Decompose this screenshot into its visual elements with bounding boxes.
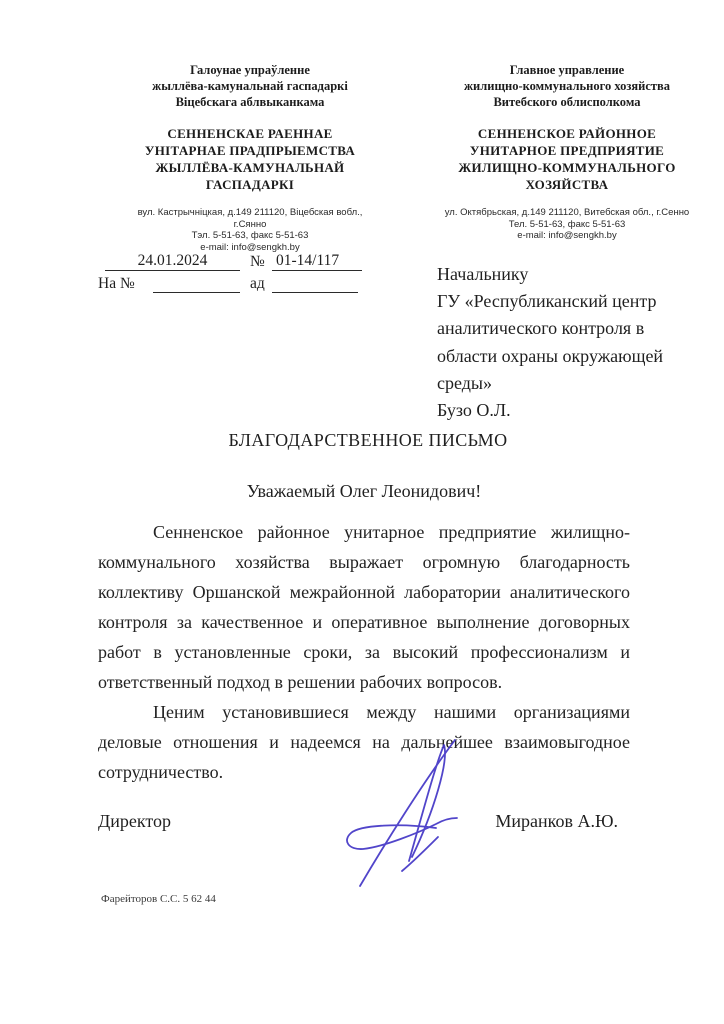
recipient-line: Бузо О.Л. [437,400,511,421]
org-name-line: УНИТАРНОЕ ПРЕДПРИЯТИЕ [469,143,665,158]
reply-date-blank [272,292,358,293]
reply-number-blank [153,292,240,293]
org-name-line: СЕННЕНСКОЕ РАЙОННОЕ [477,126,657,141]
address-russian [418,207,716,242]
recipient-block [437,261,677,424]
address-line: Тэл. 5-51-63, факс 5-51-63 [191,230,309,241]
letter-number: 01-14/117 [272,252,362,271]
body-paragraph: Ценим установившиеся между нашими организациями деловые отношения и надеемся на дальнейшее взаимовыгодное сотрудничество. [98,702,630,782]
signer-position: Директор [98,811,172,831]
letterhead-russian [418,62,716,242]
parent-org-belarusian [95,62,405,110]
address-line: ул. Октябрьская, д.149 211120, Витебская обл., г.Сенно [444,207,690,218]
letter-title: БЛАГОДАРСТВЕННОЕ ПИСЬМО [228,430,508,450]
parent-org-line: Віцебскага аблвыканкама [175,95,325,109]
org-name-line: СЕННЕНСКАЕ РАЕННАЕ [167,126,333,141]
parent-org-line: Главное управление [509,63,625,77]
reference-row-outgoing [98,249,370,271]
address-line: вул. Кастрычніцкая, д.149 211120, Віцебская вобл., [137,207,363,218]
address-belarusian [95,207,405,253]
reply-date-label: ад [250,275,265,292]
reference-row-reply [98,271,370,293]
recipient-line: аналитического контроля в [437,318,645,339]
signer-name: Миранков А.Ю. [495,811,618,831]
address-line: e-mail: info@sengkh.by [200,241,300,253]
number-sign: № [250,253,265,270]
org-name-line: ХОЗЯЙСТВА [525,177,609,192]
recipient-line: ГУ «Республиканский центр [437,291,657,312]
org-name-line: ГАСПАДАРКІ [205,177,295,192]
recipient-line: области охраны окружающей [437,345,664,366]
body-paragraph: Сенненское районное унитарное предприятие жилищно-коммунального хозяйства выражает огромную благодарность коллективу Оршанской межрайонной лаборатории аналитического контроля за качественное и оперативное выполнение договорных работ в установленные сроки, за высокий профессионализм и ответственный подход в решении рабочих вопросов. [98,522,630,692]
parent-org-line: Галоунае упраўленне [190,63,310,77]
org-name-belarusian [95,125,405,193]
signing-row [98,811,618,832]
reference-block [98,249,370,293]
org-name-line: ЖИЛИЩНО-КОММУНАЛЬНОГО [458,160,676,175]
salutation: Уважаемый Олег Леонидович! [246,481,482,501]
parent-org-line: Витебского облисполкома [493,95,641,109]
executor-note: Фарейторов С.С. 5 62 44 [101,893,216,905]
signature-stroke [402,837,438,871]
reply-number-label: На № [98,275,135,292]
org-name-line: ЖЫЛЛЁВА-КАМУНАЛЬНАЙ [155,160,345,175]
letter-date: 24.01.2024 [105,252,240,271]
address-line: e-mail: info@sengkh.by [517,230,617,241]
parent-org-line: жилищно-коммунального хозяйства [463,79,671,93]
org-name-line: УНІТАРНАЕ ПРАДПРЫЕМСТВА [144,143,356,158]
parent-org-line: жыллёва-камунальнай гаспадаркі [152,79,348,93]
recipient-line: среды» [437,372,492,393]
address-line: Тел. 5-51-63, факс 5-51-63 [508,218,626,230]
recipient-line: Начальнику [437,264,529,284]
address-line: г.Сянно [233,218,267,230]
parent-org-russian [418,62,716,110]
org-name-russian [418,125,716,193]
letterhead-belarusian [95,62,405,253]
